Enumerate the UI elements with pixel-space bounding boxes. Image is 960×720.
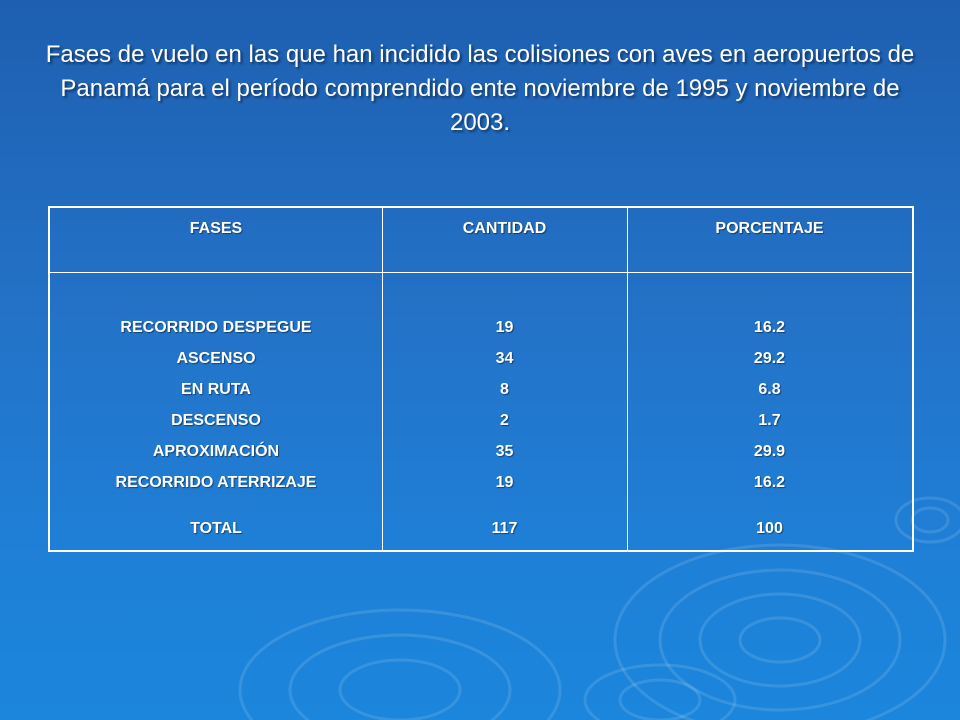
cell-fase: DESCENSO	[171, 412, 261, 429]
column-porcentaje	[627, 312, 912, 498]
cell-fase: RECORRIDO DESPEGUE	[120, 319, 312, 336]
header-porcentaje: PORCENTAJE	[715, 220, 824, 237]
cell-fase: RECORRIDO ATERRIZAJE	[115, 474, 317, 491]
cell-cantidad: 19	[495, 319, 514, 336]
cell-porcentaje: 29.9	[753, 443, 786, 460]
cell-cantidad: 2	[500, 412, 509, 429]
cell-cantidad: 19	[495, 474, 514, 491]
cell-porcentaje: 1.7	[758, 412, 781, 429]
cell-fase: ASCENSO	[176, 350, 256, 367]
slide-title: Fases de vuelo en las que han incidido las colisiones con aves en aeropuertos de Panamá para el período comprendido ente noviembre de 1995 y noviembre de 2003.	[45, 41, 915, 136]
cell-cantidad: 35	[495, 443, 514, 460]
cell-fase: EN RUTA	[181, 381, 251, 398]
data-table	[48, 206, 914, 552]
header-cantidad: CANTIDAD	[462, 220, 547, 237]
cell-fase: APROXIMACIÓN	[152, 443, 280, 460]
cell-porcentaje: 29.2	[753, 350, 786, 367]
cell-cantidad: 8	[500, 381, 509, 398]
header-divider	[50, 272, 912, 273]
header-fases: FASES	[189, 220, 243, 237]
total-porcentaje: 100	[756, 520, 783, 537]
cell-cantidad: 34	[495, 350, 514, 367]
column-cantidad	[382, 312, 627, 498]
total-cantidad: 117	[491, 520, 518, 537]
total-label: TOTAL	[190, 520, 242, 537]
cell-porcentaje: 16.2	[753, 474, 786, 491]
column-fases	[50, 312, 382, 498]
cell-porcentaje: 6.8	[758, 381, 781, 398]
cell-porcentaje: 16.2	[753, 319, 786, 336]
